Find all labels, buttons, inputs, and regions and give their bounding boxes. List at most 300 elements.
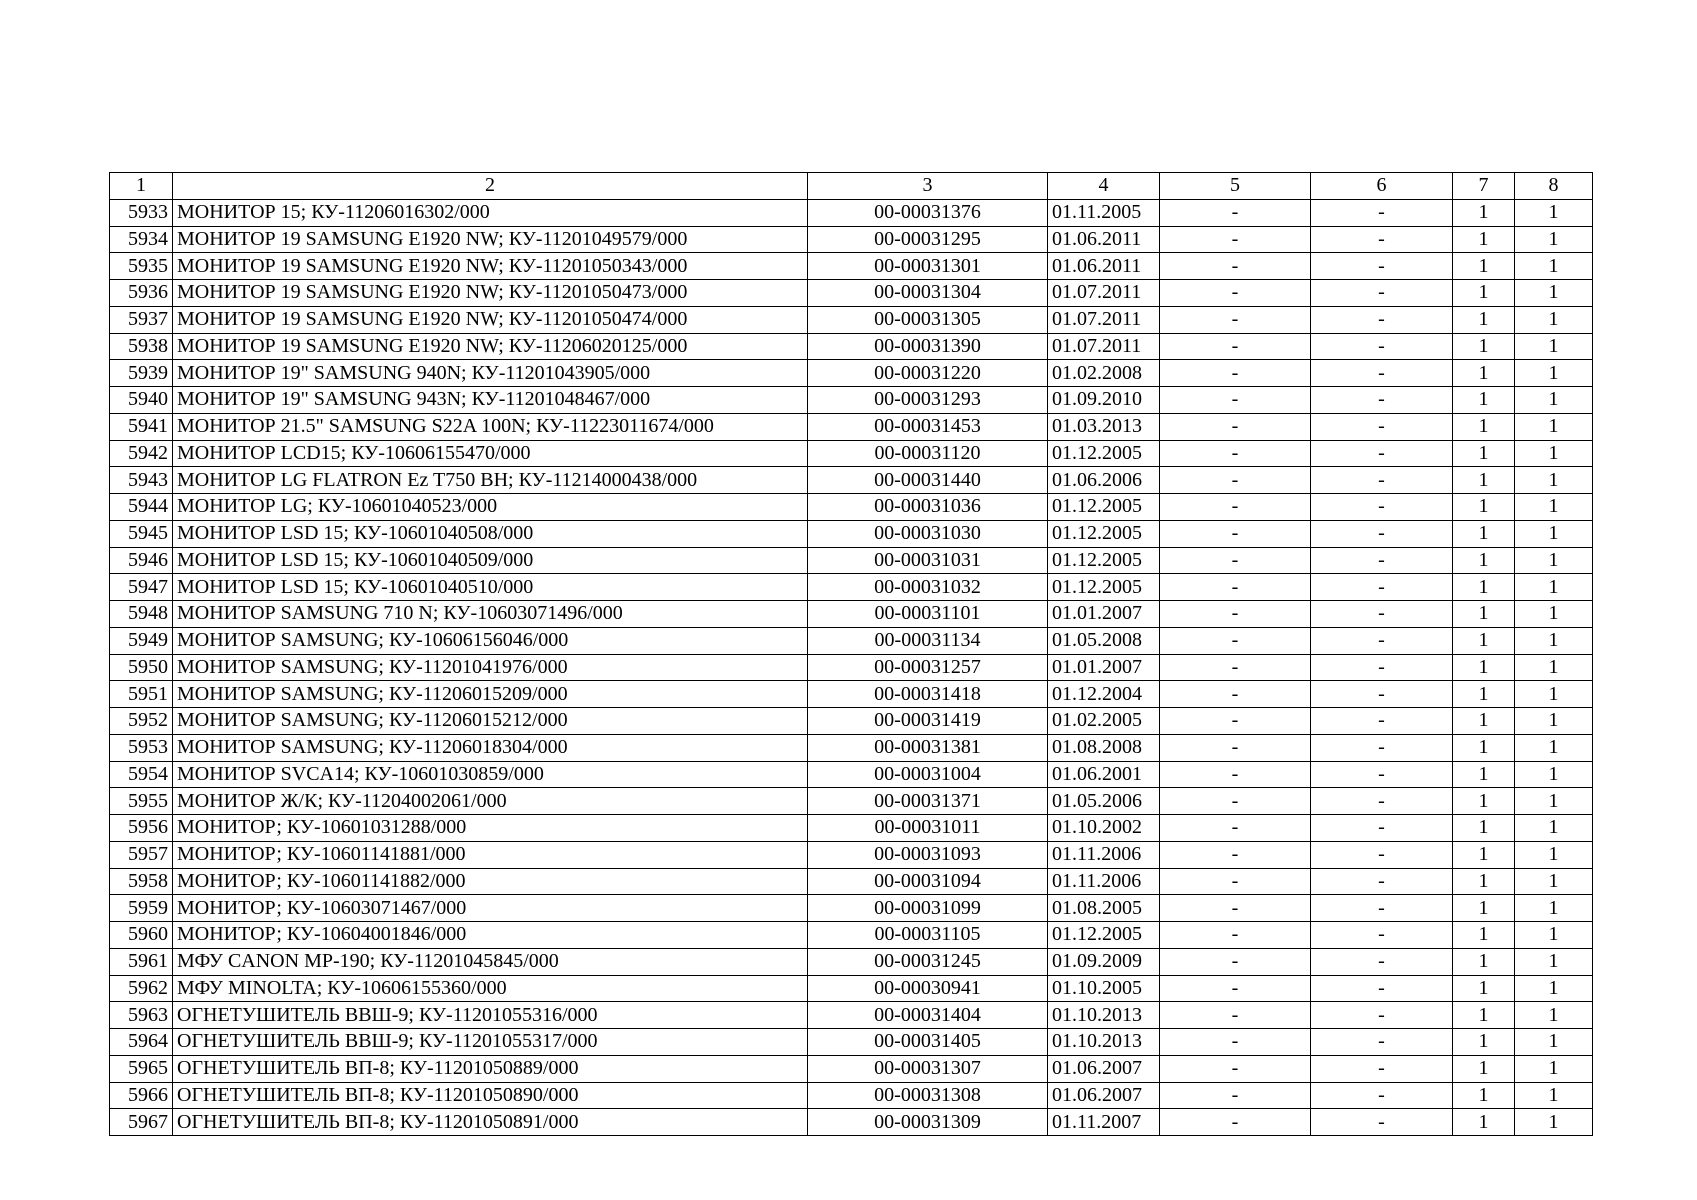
row-number: 5965 xyxy=(110,1055,173,1082)
item-name: ОГНЕТУШИТЕЛЬ ВВШ-9; КУ-11201055317/000 xyxy=(173,1029,808,1056)
item-name: ОГНЕТУШИТЕЛЬ ВП-8; КУ-11201050890/000 xyxy=(173,1082,808,1109)
item-name: МОНИТОР; КУ-10604001846/000 xyxy=(173,922,808,949)
col-7-value: 1 xyxy=(1453,387,1515,414)
inventory-code: 00-00031031 xyxy=(808,547,1048,574)
date: 01.02.2005 xyxy=(1048,708,1160,735)
col-6-value: - xyxy=(1311,253,1453,280)
col-7-value: 1 xyxy=(1453,280,1515,307)
col-7-value: 1 xyxy=(1453,761,1515,788)
row-number: 5953 xyxy=(110,734,173,761)
date: 01.09.2010 xyxy=(1048,387,1160,414)
item-name: МОНИТОР; КУ-10601141882/000 xyxy=(173,868,808,895)
row-number: 5959 xyxy=(110,895,173,922)
col-7-value: 1 xyxy=(1453,895,1515,922)
table-row xyxy=(110,841,1593,868)
inventory-code: 00-00031030 xyxy=(808,520,1048,547)
col-6-value: - xyxy=(1311,1002,1453,1029)
item-name: МОНИТОР 19 SAMSUNG E1920 NW; КУ-11201050343/000 xyxy=(173,253,808,280)
col-6-value: - xyxy=(1311,922,1453,949)
inventory-code: 00-00031093 xyxy=(808,841,1048,868)
col-5-value: - xyxy=(1160,708,1311,735)
col-7-value: 1 xyxy=(1453,1002,1515,1029)
item-name: МОНИТОР; КУ-10601031288/000 xyxy=(173,815,808,842)
col-6-value: - xyxy=(1311,761,1453,788)
row-number: 5956 xyxy=(110,815,173,842)
col-5-value: - xyxy=(1160,815,1311,842)
item-name: МФУ MINOLTA; КУ-10606155360/000 xyxy=(173,975,808,1002)
col-6-value: - xyxy=(1311,360,1453,387)
col-6-value: - xyxy=(1311,226,1453,253)
col-8-value: 1 xyxy=(1515,1082,1593,1109)
row-number: 5949 xyxy=(110,627,173,654)
item-name: МОНИТОР SVCA14; КУ-10601030859/000 xyxy=(173,761,808,788)
column-header-1: 1 xyxy=(110,173,173,200)
date: 01.11.2006 xyxy=(1048,868,1160,895)
inventory-code: 00-00031390 xyxy=(808,333,1048,360)
col-5-value: - xyxy=(1160,280,1311,307)
item-name: МОНИТОР LSD 15; КУ-10601040510/000 xyxy=(173,574,808,601)
row-number: 5962 xyxy=(110,975,173,1002)
date: 01.10.2005 xyxy=(1048,975,1160,1002)
table-row xyxy=(110,948,1593,975)
inventory-code: 00-00031405 xyxy=(808,1029,1048,1056)
inventory-code: 00-00031220 xyxy=(808,360,1048,387)
col-8-value: 1 xyxy=(1515,253,1593,280)
date: 01.06.2007 xyxy=(1048,1055,1160,1082)
date: 01.05.2006 xyxy=(1048,788,1160,815)
inventory-code: 00-00031305 xyxy=(808,306,1048,333)
table-row xyxy=(110,1082,1593,1109)
table-row xyxy=(110,387,1593,414)
table-row xyxy=(110,253,1593,280)
col-8-value: 1 xyxy=(1515,333,1593,360)
inventory-code: 00-00031094 xyxy=(808,868,1048,895)
table-row xyxy=(110,868,1593,895)
col-8-value: 1 xyxy=(1515,895,1593,922)
row-number: 5933 xyxy=(110,199,173,226)
item-name: МОНИТОР 19 SAMSUNG E1920 NW; КУ-11201050474/000 xyxy=(173,306,808,333)
inventory-code: 00-00031371 xyxy=(808,788,1048,815)
item-name: ОГНЕТУШИТЕЛЬ ВП-8; КУ-11201050889/000 xyxy=(173,1055,808,1082)
col-7-value: 1 xyxy=(1453,199,1515,226)
row-number: 5935 xyxy=(110,253,173,280)
row-number: 5934 xyxy=(110,226,173,253)
date: 01.06.2007 xyxy=(1048,1082,1160,1109)
col-8-value: 1 xyxy=(1515,547,1593,574)
col-6-value: - xyxy=(1311,280,1453,307)
table-row xyxy=(110,654,1593,681)
col-8-value: 1 xyxy=(1515,1029,1593,1056)
col-8-value: 1 xyxy=(1515,627,1593,654)
col-7-value: 1 xyxy=(1453,520,1515,547)
date: 01.07.2011 xyxy=(1048,280,1160,307)
date: 01.12.2005 xyxy=(1048,440,1160,467)
inventory-code: 00-00031404 xyxy=(808,1002,1048,1029)
col-8-value: 1 xyxy=(1515,975,1593,1002)
col-6-value: - xyxy=(1311,1029,1453,1056)
col-7-value: 1 xyxy=(1453,547,1515,574)
table-row xyxy=(110,199,1593,226)
col-8-value: 1 xyxy=(1515,708,1593,735)
col-8-value: 1 xyxy=(1515,413,1593,440)
col-5-value: - xyxy=(1160,654,1311,681)
inventory-code: 00-00031120 xyxy=(808,440,1048,467)
item-name: МОНИТОР 21.5" SAMSUNG S22A 100N; КУ-11223011674/000 xyxy=(173,413,808,440)
col-8-value: 1 xyxy=(1515,467,1593,494)
date: 01.12.2005 xyxy=(1048,520,1160,547)
column-header-7: 7 xyxy=(1453,173,1515,200)
row-number: 5954 xyxy=(110,761,173,788)
inventory-code: 00-00031376 xyxy=(808,199,1048,226)
row-number: 5967 xyxy=(110,1109,173,1136)
row-number: 5938 xyxy=(110,333,173,360)
col-7-value: 1 xyxy=(1453,226,1515,253)
inventory-code: 00-00031011 xyxy=(808,815,1048,842)
table-row xyxy=(110,708,1593,735)
table-row xyxy=(110,333,1593,360)
column-header-4: 4 xyxy=(1048,173,1160,200)
date: 01.12.2005 xyxy=(1048,494,1160,521)
col-5-value: - xyxy=(1160,413,1311,440)
row-number: 5966 xyxy=(110,1082,173,1109)
row-number: 5960 xyxy=(110,922,173,949)
inventory-code: 00-00031295 xyxy=(808,226,1048,253)
table-row xyxy=(110,520,1593,547)
item-name: МОНИТОР LG FLATRON Ez T750 BH; КУ-11214000438/000 xyxy=(173,467,808,494)
table-row xyxy=(110,761,1593,788)
col-7-value: 1 xyxy=(1453,627,1515,654)
row-number: 5946 xyxy=(110,547,173,574)
col-8-value: 1 xyxy=(1515,788,1593,815)
col-8-value: 1 xyxy=(1515,681,1593,708)
col-7-value: 1 xyxy=(1453,494,1515,521)
row-number: 5948 xyxy=(110,601,173,628)
table-row xyxy=(110,922,1593,949)
date: 01.08.2008 xyxy=(1048,734,1160,761)
date: 01.10.2013 xyxy=(1048,1002,1160,1029)
row-number: 5964 xyxy=(110,1029,173,1056)
date: 01.02.2008 xyxy=(1048,360,1160,387)
col-6-value: - xyxy=(1311,387,1453,414)
inventory-code: 00-00031293 xyxy=(808,387,1048,414)
col-8-value: 1 xyxy=(1515,280,1593,307)
item-name: МОНИТОР 19" SAMSUNG 940N; КУ-11201043905/000 xyxy=(173,360,808,387)
inventory-code: 00-00031307 xyxy=(808,1055,1048,1082)
col-5-value: - xyxy=(1160,387,1311,414)
table-row xyxy=(110,467,1593,494)
table-row xyxy=(110,601,1593,628)
col-6-value: - xyxy=(1311,601,1453,628)
col-7-value: 1 xyxy=(1453,922,1515,949)
col-5-value: - xyxy=(1160,226,1311,253)
col-7-value: 1 xyxy=(1453,360,1515,387)
col-6-value: - xyxy=(1311,708,1453,735)
row-number: 5941 xyxy=(110,413,173,440)
col-5-value: - xyxy=(1160,199,1311,226)
row-number: 5936 xyxy=(110,280,173,307)
inventory-code: 00-00031309 xyxy=(808,1109,1048,1136)
col-5-value: - xyxy=(1160,841,1311,868)
col-7-value: 1 xyxy=(1453,948,1515,975)
table-row xyxy=(110,226,1593,253)
col-6-value: - xyxy=(1311,681,1453,708)
col-7-value: 1 xyxy=(1453,1029,1515,1056)
col-6-value: - xyxy=(1311,975,1453,1002)
col-7-value: 1 xyxy=(1453,333,1515,360)
col-8-value: 1 xyxy=(1515,868,1593,895)
table-body xyxy=(110,173,1593,1136)
col-6-value: - xyxy=(1311,413,1453,440)
item-name: МОНИТОР; КУ-10603071467/000 xyxy=(173,895,808,922)
col-6-value: - xyxy=(1311,948,1453,975)
item-name: ОГНЕТУШИТЕЛЬ ВП-8; КУ-11201050891/000 xyxy=(173,1109,808,1136)
header-row xyxy=(110,173,1593,200)
date: 01.12.2004 xyxy=(1048,681,1160,708)
table-row xyxy=(110,627,1593,654)
col-6-value: - xyxy=(1311,547,1453,574)
row-number: 5952 xyxy=(110,708,173,735)
col-5-value: - xyxy=(1160,520,1311,547)
col-5-value: - xyxy=(1160,467,1311,494)
col-5-value: - xyxy=(1160,1082,1311,1109)
row-number: 5951 xyxy=(110,681,173,708)
col-7-value: 1 xyxy=(1453,654,1515,681)
col-8-value: 1 xyxy=(1515,494,1593,521)
col-8-value: 1 xyxy=(1515,654,1593,681)
col-8-value: 1 xyxy=(1515,948,1593,975)
table-row xyxy=(110,734,1593,761)
inventory-code: 00-00031308 xyxy=(808,1082,1048,1109)
row-number: 5944 xyxy=(110,494,173,521)
row-number: 5937 xyxy=(110,306,173,333)
date: 01.06.2001 xyxy=(1048,761,1160,788)
col-8-value: 1 xyxy=(1515,360,1593,387)
inventory-code: 00-00031453 xyxy=(808,413,1048,440)
item-name: МОНИТОР SAMSUNG; КУ-11206018304/000 xyxy=(173,734,808,761)
col-7-value: 1 xyxy=(1453,601,1515,628)
col-5-value: - xyxy=(1160,922,1311,949)
row-number: 5940 xyxy=(110,387,173,414)
col-8-value: 1 xyxy=(1515,226,1593,253)
inventory-code: 00-00031304 xyxy=(808,280,1048,307)
col-7-value: 1 xyxy=(1453,788,1515,815)
column-header-3: 3 xyxy=(808,173,1048,200)
col-6-value: - xyxy=(1311,440,1453,467)
col-8-value: 1 xyxy=(1515,440,1593,467)
col-7-value: 1 xyxy=(1453,253,1515,280)
col-5-value: - xyxy=(1160,975,1311,1002)
item-name: МОНИТОР LSD 15; КУ-10601040509/000 xyxy=(173,547,808,574)
col-5-value: - xyxy=(1160,1002,1311,1029)
date: 01.10.2013 xyxy=(1048,1029,1160,1056)
inventory-code: 00-00031301 xyxy=(808,253,1048,280)
table-row xyxy=(110,547,1593,574)
inventory-table xyxy=(109,172,1593,1136)
item-name: МОНИТОР 19 SAMSUNG E1920 NW; КУ-11201049579/000 xyxy=(173,226,808,253)
col-5-value: - xyxy=(1160,1029,1311,1056)
col-6-value: - xyxy=(1311,520,1453,547)
col-5-value: - xyxy=(1160,948,1311,975)
date: 01.11.2006 xyxy=(1048,841,1160,868)
date: 01.11.2005 xyxy=(1048,199,1160,226)
col-5-value: - xyxy=(1160,253,1311,280)
row-number: 5958 xyxy=(110,868,173,895)
col-8-value: 1 xyxy=(1515,601,1593,628)
col-8-value: 1 xyxy=(1515,1055,1593,1082)
col-5-value: - xyxy=(1160,1109,1311,1136)
item-name: МОНИТОР; КУ-10601141881/000 xyxy=(173,841,808,868)
inventory-code: 00-00031418 xyxy=(808,681,1048,708)
item-name: МОНИТОР 19 SAMSUNG E1920 NW; КУ-11206020125/000 xyxy=(173,333,808,360)
table-row xyxy=(110,975,1593,1002)
item-name: МОНИТОР Ж/К; КУ-11204002061/000 xyxy=(173,788,808,815)
date: 01.11.2007 xyxy=(1048,1109,1160,1136)
row-number: 5943 xyxy=(110,467,173,494)
col-7-value: 1 xyxy=(1453,574,1515,601)
item-name: МФУ CANON MP-190; КУ-11201045845/000 xyxy=(173,948,808,975)
col-6-value: - xyxy=(1311,1082,1453,1109)
col-5-value: - xyxy=(1160,734,1311,761)
table-row xyxy=(110,1109,1593,1136)
table-row xyxy=(110,306,1593,333)
row-number: 5957 xyxy=(110,841,173,868)
item-name: МОНИТОР 19 SAMSUNG E1920 NW; КУ-11201050473/000 xyxy=(173,280,808,307)
date: 01.07.2011 xyxy=(1048,306,1160,333)
col-8-value: 1 xyxy=(1515,1002,1593,1029)
item-name: МОНИТОР 19" SAMSUNG 943N; КУ-11201048467/000 xyxy=(173,387,808,414)
col-5-value: - xyxy=(1160,788,1311,815)
row-number: 5955 xyxy=(110,788,173,815)
document-page xyxy=(109,172,1593,1136)
col-5-value: - xyxy=(1160,440,1311,467)
col-6-value: - xyxy=(1311,199,1453,226)
col-6-value: - xyxy=(1311,1109,1453,1136)
row-number: 5961 xyxy=(110,948,173,975)
col-7-value: 1 xyxy=(1453,1082,1515,1109)
date: 01.06.2011 xyxy=(1048,226,1160,253)
table-row xyxy=(110,1029,1593,1056)
row-number: 5950 xyxy=(110,654,173,681)
col-8-value: 1 xyxy=(1515,1109,1593,1136)
col-7-value: 1 xyxy=(1453,1109,1515,1136)
inventory-code: 00-00031245 xyxy=(808,948,1048,975)
date: 01.09.2009 xyxy=(1048,948,1160,975)
date: 01.12.2005 xyxy=(1048,574,1160,601)
inventory-code: 00-00031419 xyxy=(808,708,1048,735)
col-8-value: 1 xyxy=(1515,815,1593,842)
inventory-code: 00-00031032 xyxy=(808,574,1048,601)
item-name: МОНИТОР LSD 15; КУ-10601040508/000 xyxy=(173,520,808,547)
date: 01.08.2005 xyxy=(1048,895,1160,922)
col-5-value: - xyxy=(1160,895,1311,922)
col-5-value: - xyxy=(1160,333,1311,360)
col-7-value: 1 xyxy=(1453,681,1515,708)
row-number: 5945 xyxy=(110,520,173,547)
col-5-value: - xyxy=(1160,360,1311,387)
date: 01.06.2006 xyxy=(1048,467,1160,494)
item-name: МОНИТОР 15; КУ-11206016302/000 xyxy=(173,199,808,226)
column-header-8: 8 xyxy=(1515,173,1593,200)
col-5-value: - xyxy=(1160,547,1311,574)
table-row xyxy=(110,681,1593,708)
inventory-code: 00-00031004 xyxy=(808,761,1048,788)
row-number: 5942 xyxy=(110,440,173,467)
col-5-value: - xyxy=(1160,306,1311,333)
date: 01.01.2007 xyxy=(1048,601,1160,628)
col-5-value: - xyxy=(1160,868,1311,895)
col-5-value: - xyxy=(1160,681,1311,708)
table-row xyxy=(110,574,1593,601)
col-6-value: - xyxy=(1311,654,1453,681)
col-6-value: - xyxy=(1311,467,1453,494)
col-6-value: - xyxy=(1311,734,1453,761)
col-5-value: - xyxy=(1160,494,1311,521)
inventory-code: 00-00031099 xyxy=(808,895,1048,922)
item-name: МОНИТОР LG; КУ-10601040523/000 xyxy=(173,494,808,521)
column-header-5: 5 xyxy=(1160,173,1311,200)
date: 01.05.2008 xyxy=(1048,627,1160,654)
col-7-value: 1 xyxy=(1453,868,1515,895)
col-8-value: 1 xyxy=(1515,841,1593,868)
col-7-value: 1 xyxy=(1453,815,1515,842)
col-7-value: 1 xyxy=(1453,975,1515,1002)
col-6-value: - xyxy=(1311,895,1453,922)
inventory-code: 00-00031381 xyxy=(808,734,1048,761)
col-8-value: 1 xyxy=(1515,922,1593,949)
col-8-value: 1 xyxy=(1515,306,1593,333)
col-8-value: 1 xyxy=(1515,734,1593,761)
col-6-value: - xyxy=(1311,788,1453,815)
col-8-value: 1 xyxy=(1515,761,1593,788)
table-row xyxy=(110,815,1593,842)
date: 01.10.2002 xyxy=(1048,815,1160,842)
col-5-value: - xyxy=(1160,761,1311,788)
col-8-value: 1 xyxy=(1515,520,1593,547)
table-row xyxy=(110,788,1593,815)
table-row xyxy=(110,1055,1593,1082)
col-7-value: 1 xyxy=(1453,734,1515,761)
col-5-value: - xyxy=(1160,1055,1311,1082)
row-number: 5963 xyxy=(110,1002,173,1029)
table-row xyxy=(110,360,1593,387)
table-row xyxy=(110,1002,1593,1029)
date: 01.12.2005 xyxy=(1048,547,1160,574)
col-8-value: 1 xyxy=(1515,574,1593,601)
row-number: 5939 xyxy=(110,360,173,387)
inventory-code: 00-00031036 xyxy=(808,494,1048,521)
col-6-value: - xyxy=(1311,494,1453,521)
inventory-code: 00-00031440 xyxy=(808,467,1048,494)
col-5-value: - xyxy=(1160,601,1311,628)
item-name: МОНИТОР SAMSUNG; КУ-11201041976/000 xyxy=(173,654,808,681)
col-6-value: - xyxy=(1311,574,1453,601)
col-7-value: 1 xyxy=(1453,1055,1515,1082)
date: 01.03.2013 xyxy=(1048,413,1160,440)
col-5-value: - xyxy=(1160,574,1311,601)
col-7-value: 1 xyxy=(1453,708,1515,735)
col-6-value: - xyxy=(1311,868,1453,895)
table-row xyxy=(110,440,1593,467)
column-header-6: 6 xyxy=(1311,173,1453,200)
date: 01.06.2011 xyxy=(1048,253,1160,280)
item-name: МОНИТОР SAMSUNG; КУ-11206015212/000 xyxy=(173,708,808,735)
item-name: МОНИТОР SAMSUNG; КУ-10606156046/000 xyxy=(173,627,808,654)
inventory-code: 00-00031105 xyxy=(808,922,1048,949)
col-5-value: - xyxy=(1160,627,1311,654)
col-6-value: - xyxy=(1311,306,1453,333)
col-8-value: 1 xyxy=(1515,199,1593,226)
col-7-value: 1 xyxy=(1453,467,1515,494)
